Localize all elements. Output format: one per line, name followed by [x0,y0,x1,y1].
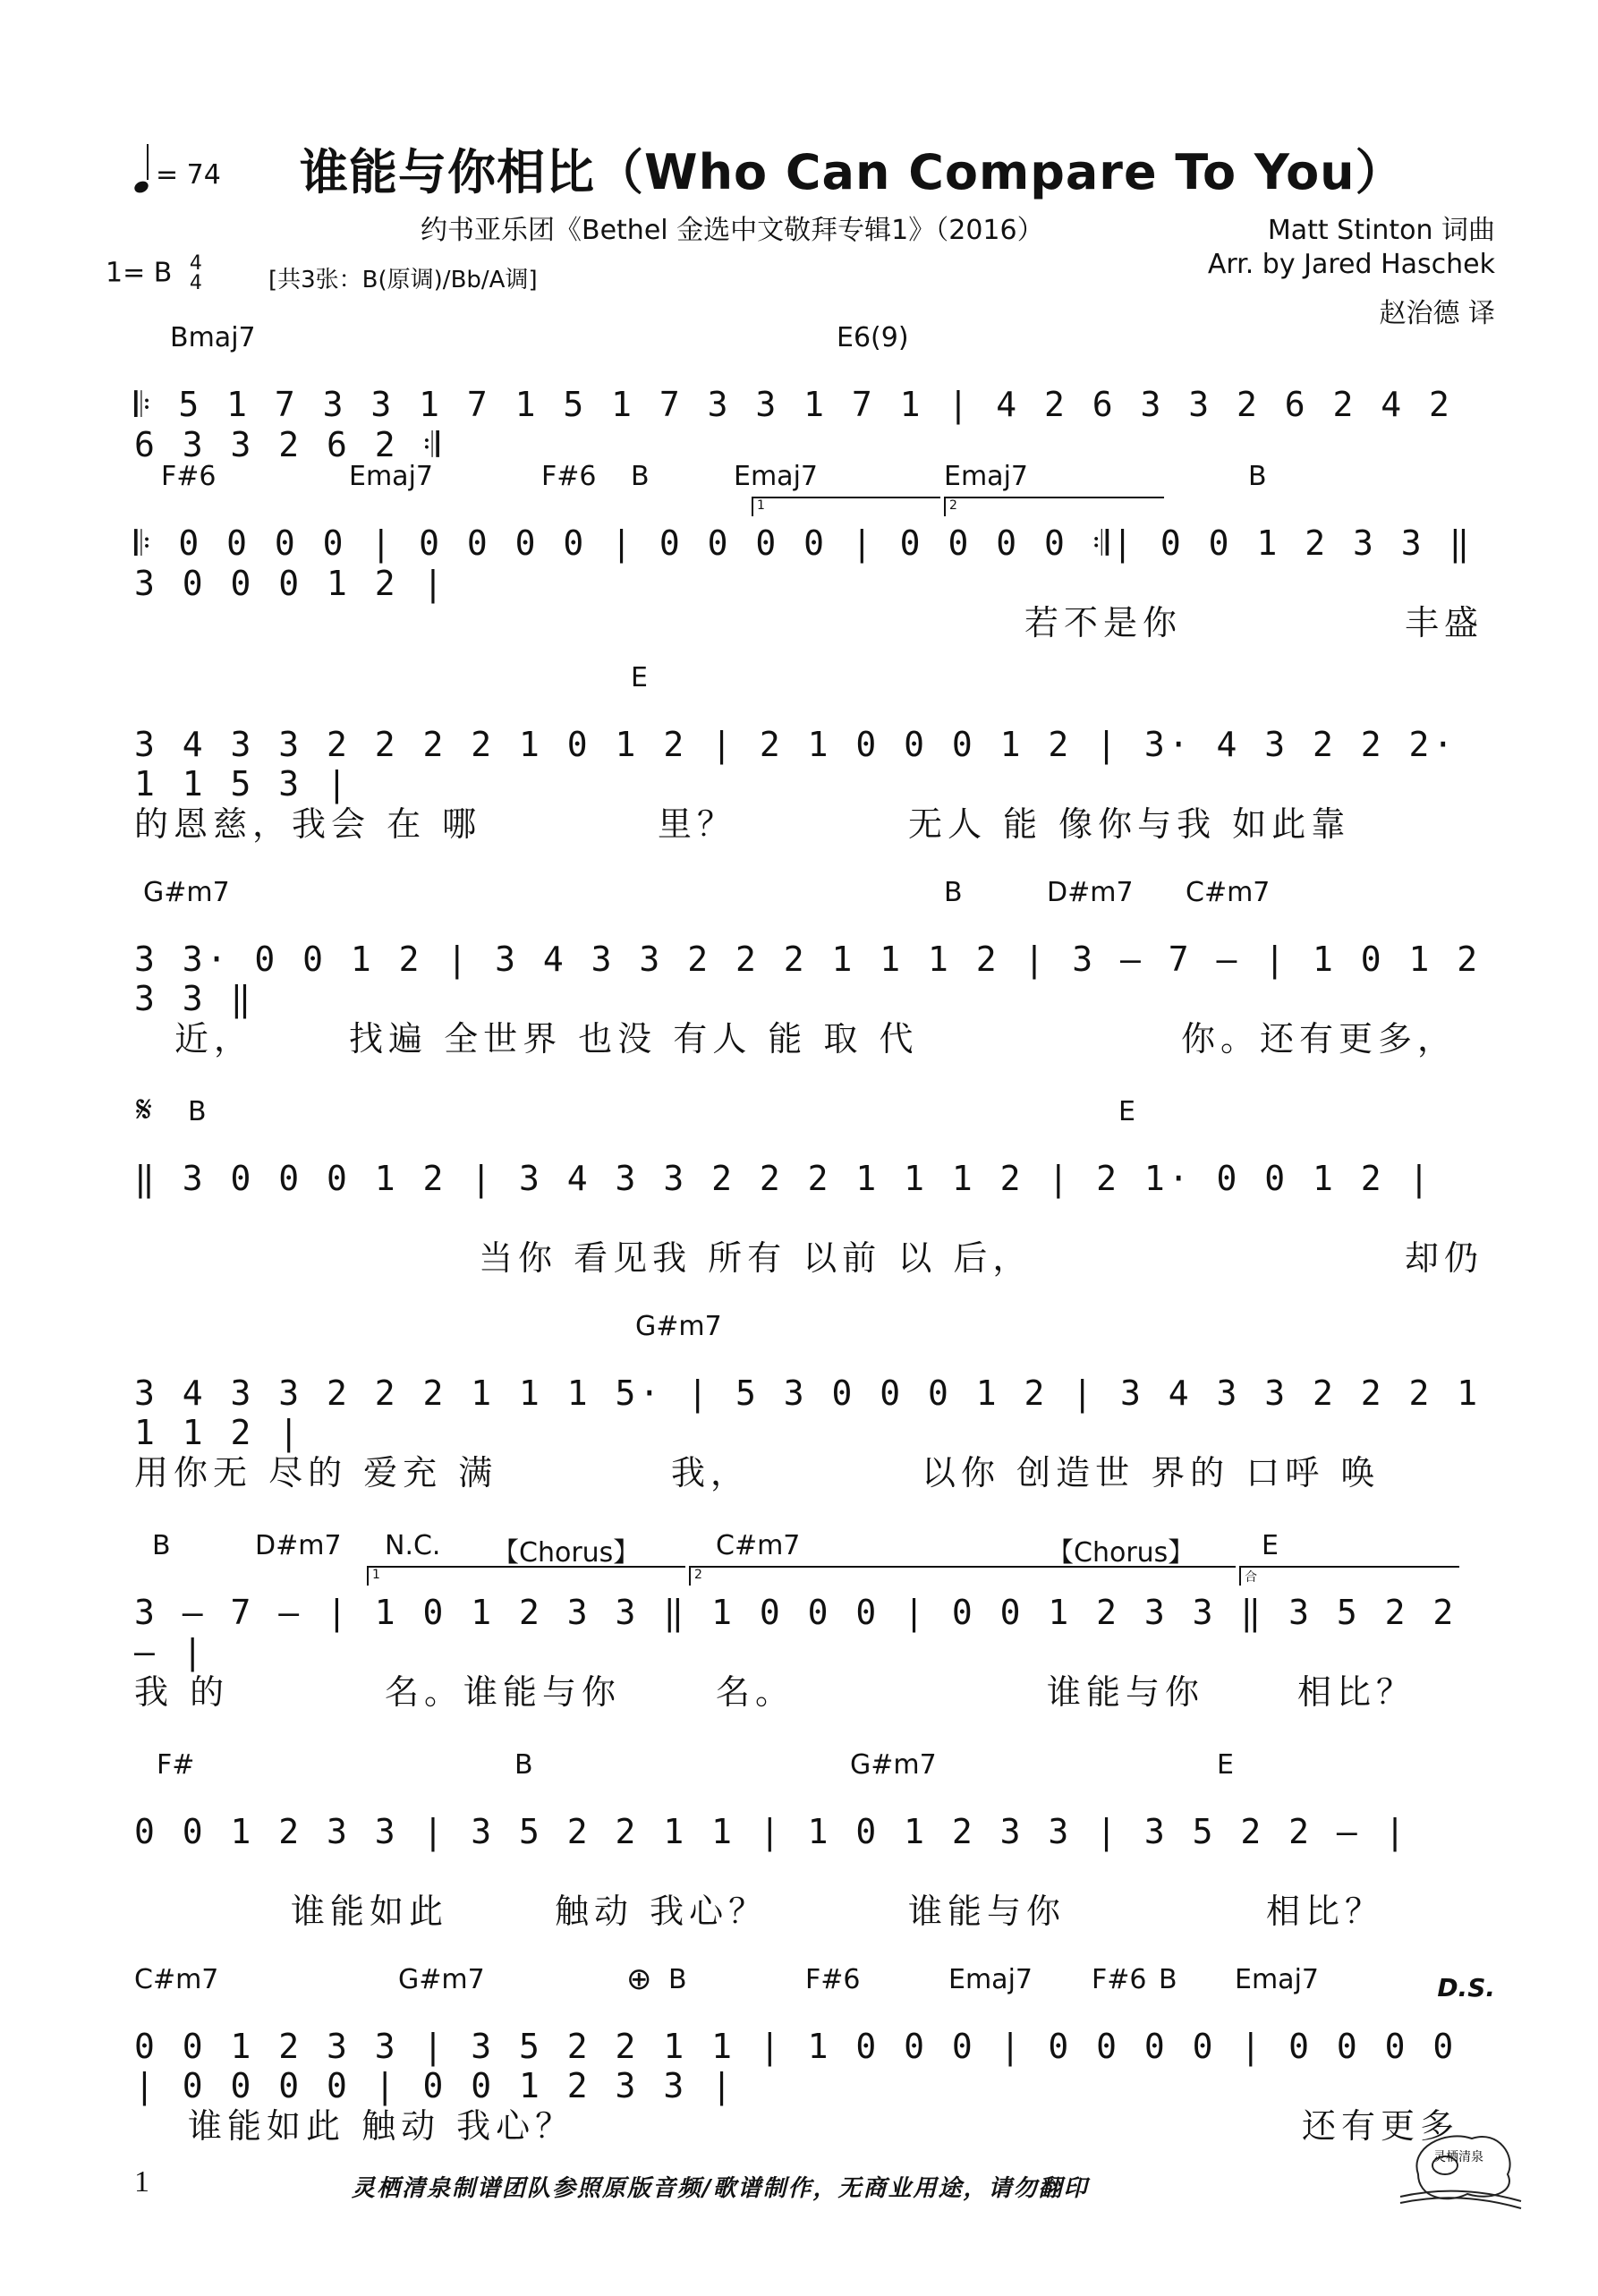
chord-symbol: C#m7 [1186,877,1271,908]
chord-symbol: F# [157,1749,195,1781]
chord-symbol: E6(9) [837,322,909,353]
chord-symbol: B [1159,1964,1177,1995]
chord-symbol: Emaj7 [349,461,433,492]
chord-symbol: B [188,1096,207,1127]
lyric-text: 还有更多 [1302,2106,1460,2146]
chord-row [134,322,1494,358]
chord-symbol: G#m7 [850,1749,937,1781]
volta-bracket: 1 [752,497,940,516]
chord-symbol: Emaj7 [948,1964,1033,1995]
lyrics-row [134,2098,1494,2146]
translator-credit: 赵治德 译 [1379,298,1495,329]
notation-row: 3 – 7 – | 1 0 1 2 3 3 ‖ 1 0 0 0 | 0 0 1 2 3 3 ‖ 3 5 2 2 – | [134,1593,1458,1671]
lyric-text: 谁能如此 触动 我心？ [188,2106,575,2146]
chord-symbol: F#6 [1092,1964,1147,1995]
page-title: 谁能与你相比（Who Can Compare To You） [300,144,1405,200]
arranger-credit: Arr. by Jared Haschek [1207,249,1495,280]
chord-row [134,1964,1494,2000]
lyric-text: 谁能与你 [908,1892,1067,1931]
lyric-text: 若不是你 [1024,603,1183,642]
album-subtitle: 约书亚乐团《Bethel 金选中文敬拜专辑1》（2016） [421,215,1044,246]
lyric-text: 名。谁能与你 [385,1672,622,1712]
writer-credit: Matt Stinton 词曲 [1267,215,1495,246]
lyric-text: 谁能如此 [291,1892,449,1931]
chord-symbol: Emaj7 [1235,1964,1319,1995]
lyric-text: 找遍 全世界 也没 有人 能 取 代 [349,1019,919,1059]
page-number: 1 [134,2165,149,2198]
chord-symbol: Emaj7 [734,461,818,492]
notation-row: 3 4 3 3 2 2 2 2 1 0 1 2 | 2 1 0 0 0 1 2 | 3· 4 3 2 2 2· 1 1 5 3 | [134,725,1458,804]
lyric-text: 我， [671,1453,751,1492]
chord-symbol: D#m7 [1047,877,1134,908]
chord-symbol: F#6 [161,461,217,492]
lyrics-row [134,1230,1494,1278]
chord-symbol: F#6 [805,1964,861,1995]
volta-bracket: 1 [367,1566,685,1586]
notation-row: 0 0 1 2 3 3 | 3 5 2 2 1 1 | 1 0 1 2 3 3 | 3 5 2 2 – | [134,1812,1409,1851]
chord-symbol: E [1118,1096,1135,1127]
lyric-text: 以你 创造世 界的 口呼 唤 [922,1453,1381,1492]
chord-symbol: B [1248,461,1267,492]
volta-bracket: 2 [689,1566,1236,1586]
volta-bracket: 合 [1239,1566,1459,1586]
chord-row [134,1311,1494,1347]
chord-symbol: E [1262,1530,1279,1561]
quarter-note-icon [132,179,150,195]
notation-row: 3 3· 0 0 1 2 | 3 4 3 3 2 2 2 1 1 1 2 | 3 – 7 – | 1 0 1 2 3 3 ‖ [134,940,1482,1018]
chord-symbol: C#m7 [716,1530,801,1561]
coda-icon: ⊕ [626,1961,652,1997]
lyric-text: 触动 我心？ [555,1892,769,1931]
sheep-logo-icon [1391,2112,1526,2210]
notation-row: 3 4 3 3 2 2 2 1 1 1 5· | 5 3 0 0 0 1 2 | 3 4 3 3 2 2 2 1 1 1 2 | [134,1373,1482,1452]
lyric-text: 你。还有更多， [1181,1019,1458,1059]
lyric-text: 近， [174,1019,254,1059]
chord-symbol: B [944,877,963,908]
chord-symbol: F#6 [541,461,597,492]
lyrics-row [134,1664,1494,1712]
chord-symbol: B [152,1530,171,1561]
lyric-text: 丰盛 [1405,603,1484,642]
time-signature: 4 4 [189,252,202,294]
lyric-text: 相比？ [1297,1672,1416,1712]
lyric-text: 却仍 [1405,1238,1484,1278]
chord-row [134,1096,1494,1132]
key-signature: 1= B 4 4 [106,252,202,294]
dal-segno-marking: D.S. [1437,1973,1495,2003]
chord-row [134,1749,1494,1785]
chord-symbol: Bmaj7 [170,322,256,353]
chord-symbol: B [668,1964,687,1995]
notation-row: 𝄆 0 0 0 0 | 0 0 0 0 | 0 0 0 0 | 0 0 0 0 𝄇| 0 0 1 2 3 3 ‖ 3 0 0 0 1 2 | [134,523,1474,603]
chord-symbol: D#m7 [255,1530,342,1561]
lyrics-row [134,1884,1494,1931]
chord-symbol: B [631,461,650,492]
lyrics-row [134,796,1494,844]
lyric-text: 相比？ [1266,1892,1385,1931]
chord-row [134,877,1494,913]
lyric-text: 用你无 尽的 爱充 满 [134,1453,498,1492]
chord-symbol: E [631,662,648,693]
chord-symbol: 【Chorus】 [492,1537,641,1569]
chord-symbol: B [514,1749,533,1781]
lyrics-row [134,595,1494,640]
chord-symbol: E [1217,1749,1234,1781]
key-note: [共3张：B(原调)/Bb/A调] [268,267,538,293]
lyric-text: 谁能与你 [1047,1672,1205,1712]
chord-symbol: G#m7 [635,1311,722,1342]
notation-row: ‖ 3 0 0 0 1 2 | 3 4 3 3 2 2 2 1 1 1 2 | 2 1· 0 0 1 2 | [134,1159,1433,1198]
chord-row [134,461,1494,497]
chord-row [134,662,1494,698]
footer-note: 灵栖清泉制谱团队参照原版音频/歌谱制作，无商业用途，请勿翻印 [352,2175,1089,2202]
notation-row: 0 0 1 2 3 3 | 3 5 2 2 1 1 | 1 0 0 0 | 0 0 0 0 | 0 0 0 0 | 0 0 0 0 | 0 0 1 2 3 3 | [134,2027,1458,2105]
tempo-marking: = 74 [134,148,221,191]
lyric-text: 的恩慈，我会 在 哪 [134,804,482,844]
lyric-text: 当你 看见我 所有 以前 以 后， [479,1238,1033,1278]
notation-row: 𝄆 5 1 7 3 3 1 7 1 5 1 7 3 3 1 7 1 | 4 2 6 3 3 2 6 2 4 2 6 3 3 2 6 2 𝄇 [134,385,1453,464]
lyric-text: 名。 [716,1672,795,1712]
lyric-text: 里？ [658,804,737,844]
lyric-text: 我 的 [134,1672,230,1712]
chord-symbol: G#m7 [143,877,230,908]
volta-bracket: 2 [944,497,1164,516]
chord-symbol: N.C. [385,1530,441,1561]
lyrics-row [134,1445,1494,1490]
chord-symbol: C#m7 [134,1964,219,1995]
lyrics-row [134,1011,1494,1059]
chord-symbol: Emaj7 [944,461,1028,492]
svg-text:灵栖清泉: 灵栖清泉 [1433,2150,1483,2164]
chord-symbol: G#m7 [398,1964,485,1995]
chord-row [134,1530,1494,1569]
lyric-text: 无人 能 像你与我 如此靠 [908,804,1351,844]
segno-icon: 𝄋 [136,1087,153,1131]
chord-symbol: 【Chorus】 [1047,1537,1195,1569]
